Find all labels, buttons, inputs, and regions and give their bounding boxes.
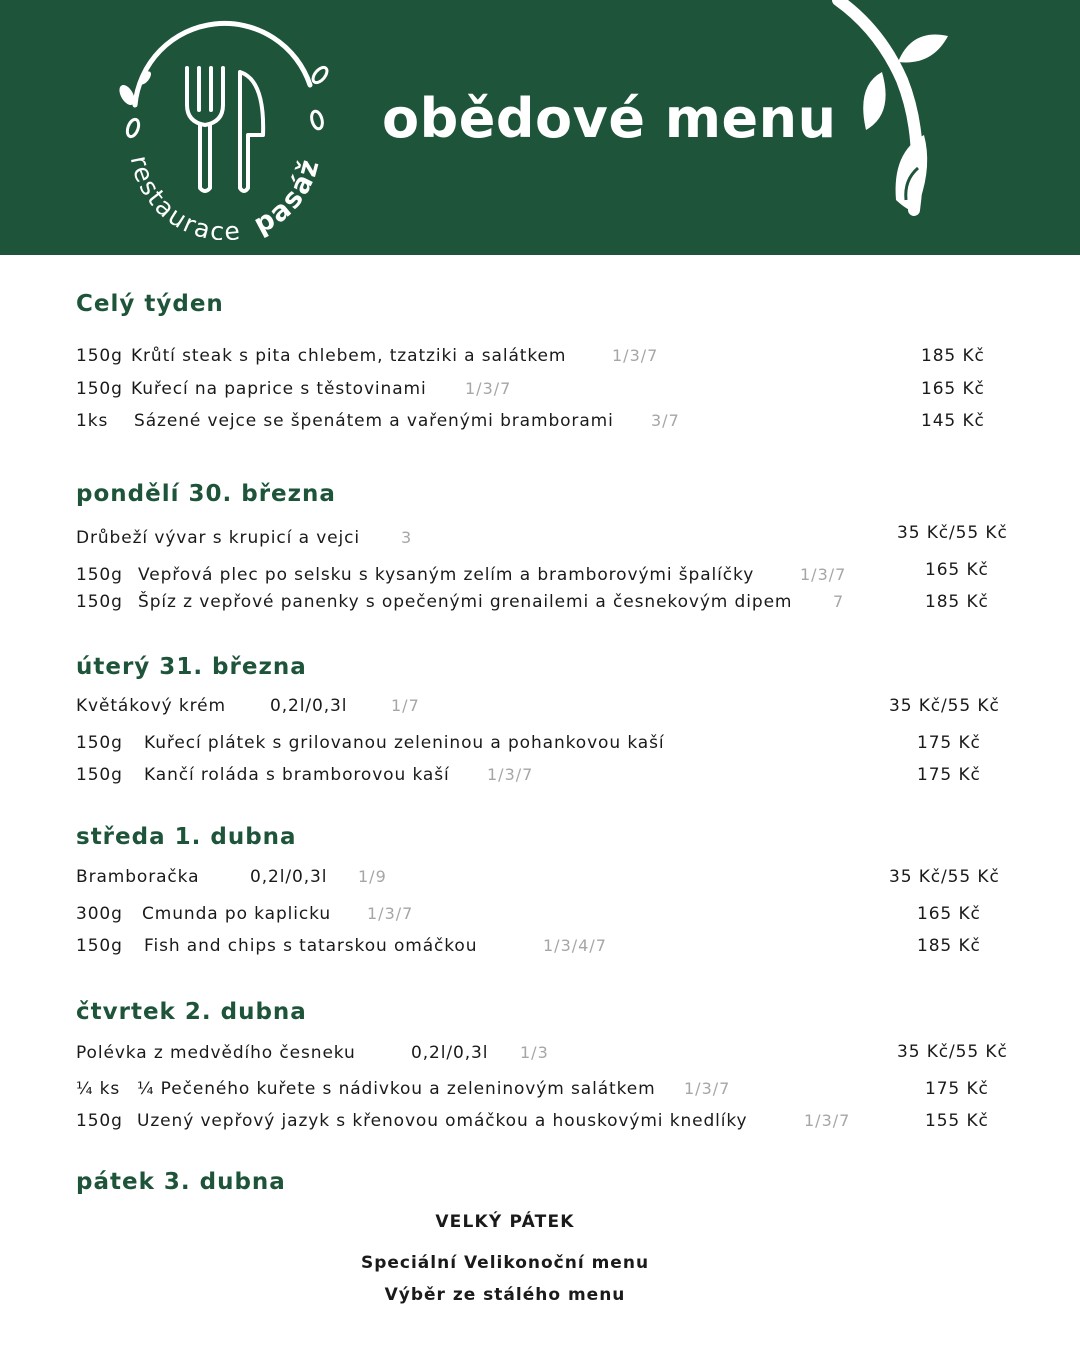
item-allergens: 1/3/7 [804, 1111, 851, 1130]
soup-price: 35 Kč/55 Kč [897, 523, 1008, 543]
item-qty: 150g [76, 1111, 123, 1131]
soup-allergens: 1/9 [358, 867, 387, 886]
soup-volume: 0,2l/0,3l [270, 696, 348, 716]
item-name: Krůtí steak s pita chlebem, tzatziki a salátkem [131, 346, 567, 366]
svg-text:restaurace pasáž [125, 153, 326, 240]
item-name: Cmunda po kaplicku [142, 904, 332, 924]
soup-volume: 0,2l/0,3l [250, 867, 328, 887]
section-title-whole-week: Celý týden [76, 291, 224, 317]
item-allergens: 1/3/7 [487, 765, 534, 784]
item-allergens: 3/7 [651, 411, 680, 430]
soup-allergens: 3 [401, 528, 413, 547]
section-title-thursday: čtvrtek 2. dubna [76, 999, 307, 1025]
item-qty: 150g [76, 936, 123, 956]
header-banner [0, 0, 1080, 255]
soup-price: 35 Kč/55 Kč [897, 1042, 1008, 1062]
soup-name: Květákový krém [76, 696, 226, 716]
friday-notice: VELKÝ PÁTEK [435, 1212, 575, 1232]
item-qty: ¼ ks [76, 1079, 121, 1099]
item-name: ¼ Pečeného kuřete s nádivkou a zeleninovým salátkem [137, 1079, 656, 1099]
item-price: 185 Kč [921, 346, 985, 366]
item-price: 165 Kč [917, 904, 981, 924]
soup-price: 35 Kč/55 Kč [889, 696, 1000, 716]
item-allergens: 1/3/7 [612, 346, 659, 365]
item-name: Kuřecí na paprice s těstovinami [131, 379, 427, 399]
logo-text-light: restaurace [124, 153, 244, 240]
soup-allergens: 1/3 [520, 1043, 549, 1062]
friday-standard-menu: Výběr ze stálého menu [384, 1285, 626, 1305]
soup-name: Drůbeží vývar s krupicí a vejci [76, 528, 361, 548]
item-qty: 300g [76, 904, 123, 924]
soup-name: Bramboračka [76, 867, 200, 887]
item-qty: 150g [76, 733, 123, 753]
item-qty: 150g [76, 346, 123, 366]
section-title-monday: pondělí 30. března [76, 481, 336, 507]
item-name: Uzený vepřový jazyk s křenovou omáčkou a houskovými knedlíky [137, 1111, 748, 1131]
item-name: Vepřová plec po selsku s kysaným zelím a bramborovými špalíčky [138, 565, 755, 585]
leaf-branch-icon [820, 0, 960, 240]
item-price: 165 Kč [925, 560, 989, 580]
item-qty: 150g [76, 765, 123, 785]
item-allergens: 1/3/7 [367, 904, 414, 923]
item-price: 175 Kč [917, 765, 981, 785]
soup-name: Polévka z medvědího česneku [76, 1043, 356, 1063]
item-price: 155 Kč [925, 1111, 989, 1131]
item-price: 175 Kč [925, 1079, 989, 1099]
item-name: Špíz z vepřové panenky s opečenými grenailemi a česnekovým dipem [138, 592, 793, 612]
friday-special-menu: Speciální Velikonoční menu [360, 1253, 650, 1273]
item-name: Sázené vejce se špenátem a vařenými bramborami [134, 411, 614, 431]
item-price: 185 Kč [917, 936, 981, 956]
soup-allergens: 1/7 [391, 696, 420, 715]
item-qty: 150g [76, 379, 123, 399]
item-price: 165 Kč [921, 379, 985, 399]
item-name: Kančí roláda s bramborovou kaší [144, 765, 450, 785]
item-allergens: 1/3/7 [684, 1079, 731, 1098]
item-name: Kuřecí plátek s grilovanou zeleninou a pohankovou kaší [144, 733, 665, 753]
item-price: 185 Kč [925, 592, 989, 612]
item-allergens: 1/3/7 [800, 565, 847, 584]
logo-text-bold: pasáž [248, 154, 326, 240]
item-qty: 150g [76, 565, 123, 585]
item-qty: 150g [76, 592, 123, 612]
section-title-wednesday: středa 1. dubna [76, 824, 297, 850]
restaurant-logo [105, 10, 345, 240]
item-allergens: 7 [833, 592, 845, 611]
section-title-tuesday: úterý 31. března [76, 654, 307, 680]
page-title: obědové menu [382, 87, 837, 150]
section-title-friday: pátek 3. dubna [76, 1169, 286, 1195]
item-price: 145 Kč [921, 411, 985, 431]
item-allergens: 1/3/4/7 [543, 936, 607, 955]
item-price: 175 Kč [917, 733, 981, 753]
item-allergens: 1/3/7 [465, 379, 512, 398]
item-qty: 1ks [76, 411, 109, 431]
soup-price: 35 Kč/55 Kč [889, 867, 1000, 887]
item-name: Fish and chips s tatarskou omáčkou [144, 936, 478, 956]
soup-volume: 0,2l/0,3l [411, 1043, 489, 1063]
